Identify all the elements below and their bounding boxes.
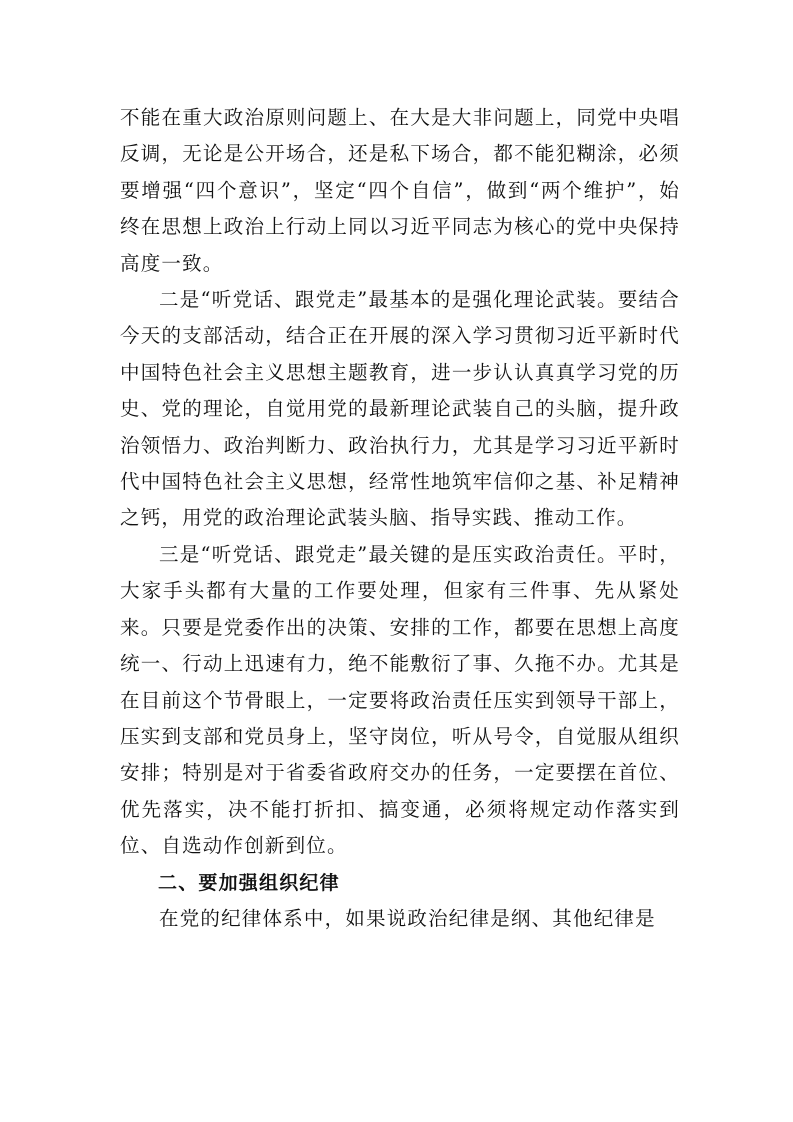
paragraph-theory-armament: 二是“听党话、跟党走”最基本的是强化理论武装。要结合今天的支部活动，结合正在开展的深入学习贯彻习近平新时代中国特色社会主义思想主题教育，进一步认认真真学习党的历史、党的理论，自觉用党的最新理论武装自己的头脑，提升政治领悟力、政治判断力、政治执行力，尤其是学习习近平新时代中国特色社会主义思想，经常性地筑牢信仰之基、补足精神之钙，用党的政治理论武装头脑、指导实践、推动工作。: [120, 288, 680, 530]
document-body: [120, 100, 680, 937]
paragraph-political-discipline-continued: 不能在重大政治原则问题上、在大是大非问题上，同党中央唱反调，无论是公开场合，还是私下场合，都不能犯糊涂，必须要增强“四个意识”，坚定“四个自信”，做到“两个维护”，始终在思想上政治上行动上同以习近平同志为核心的党中央保持高度一致。: [120, 106, 680, 275]
section-heading-organizational-discipline: 二、要加强组织纪律: [158, 871, 340, 894]
paragraph-discipline-system: 在党的纪律体系中，如果说政治纪律是纲、其他纪律是: [159, 906, 656, 930]
paragraph-political-responsibility: 三是“听党话、跟党走”最关键的是压实政治责任。平时，大家手头都有大量的工作要处理，但家有三件事、先从紧处来。只要是党委作出的决策、安排的工作，都要在思想上高度统一、行动上迅速有力，绝不能敷衍了事、久拖不办。尤其是在目前这个节骨眼上，一定要将政治责任压实到领导干部上，压实到支部和党员身上，坚守岗位，听从号令，自觉服从组织安排；特别是对于省委省政府交办的任务，一定要摆在首位、优先落实，决不能打折扣、搞变通，必须将规定动作落实到位、自选动作创新到位。: [120, 542, 680, 858]
